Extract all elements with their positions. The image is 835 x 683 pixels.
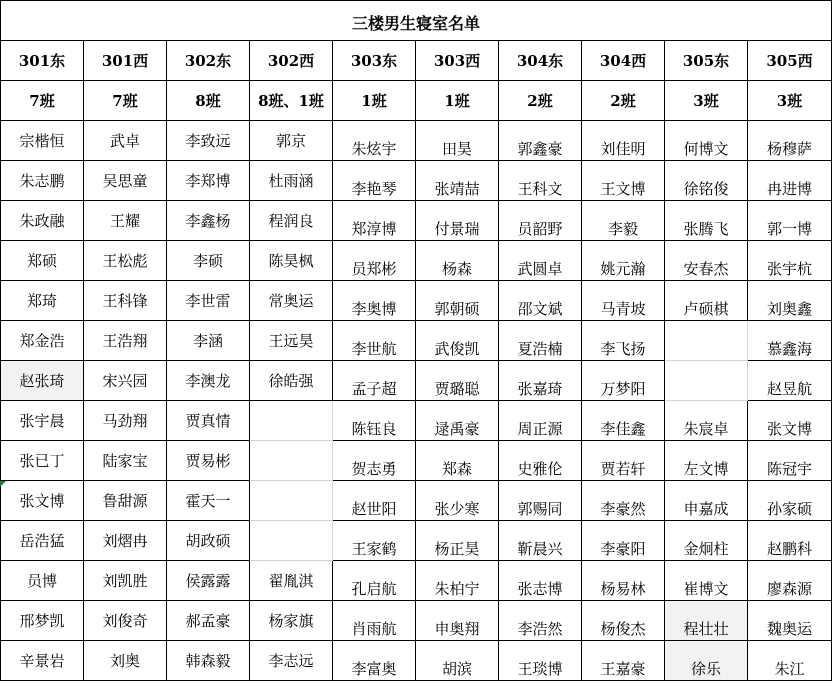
student-name-cell[interactable]: 慕鑫海 xyxy=(748,321,832,361)
student-name-cell[interactable]: 王远昊 xyxy=(250,321,333,361)
title-row xyxy=(1,1,832,41)
student-name-cell[interactable] xyxy=(250,441,333,481)
student-name-cell[interactable]: 郭京 xyxy=(250,121,333,161)
student-name-cell[interactable]: 张志博 xyxy=(499,561,582,601)
student-name-cell[interactable]: 胡滨 xyxy=(416,641,499,681)
student-name-cell[interactable]: 李致远 xyxy=(167,121,250,161)
student-name-cell[interactable]: 员郑彬 xyxy=(333,241,416,281)
class-cell[interactable]: 2班 xyxy=(582,81,665,121)
student-name-cell[interactable]: 刘俊奇 xyxy=(84,601,167,641)
student-name-cell[interactable]: 田昊 xyxy=(416,121,499,161)
student-name-cell[interactable]: 韩森毅 xyxy=(167,641,250,681)
room-cell[interactable]: 304东 xyxy=(499,41,582,81)
student-name-cell[interactable]: 陈钰良 xyxy=(333,401,416,441)
student-name-cell[interactable]: 赵鹏科 xyxy=(748,521,832,561)
student-name-cell[interactable]: 何博文 xyxy=(665,121,748,161)
student-name-cell[interactable]: 左文博 xyxy=(665,441,748,481)
class-cell[interactable]: 1班 xyxy=(416,81,499,121)
class-cell[interactable]: 2班 xyxy=(499,81,582,121)
student-name-cell[interactable]: 朱江 xyxy=(748,641,832,681)
student-name-cell[interactable]: 王琰博 xyxy=(499,641,582,681)
room-cell[interactable]: 301西 xyxy=(84,41,167,81)
student-name-cell[interactable]: 陈昊枫 xyxy=(250,241,333,281)
student-name-cell[interactable]: 贾璐聪 xyxy=(416,361,499,401)
student-name-cell[interactable]: 杨家旗 xyxy=(250,601,333,641)
student-name-cell[interactable]: 胡政硕 xyxy=(167,521,250,561)
room-cell[interactable]: 301东 xyxy=(1,41,84,81)
student-name-cell[interactable]: 李艳琴 xyxy=(333,161,416,201)
student-name-cell[interactable]: 朱炫宇 xyxy=(333,121,416,161)
student-name-cell[interactable]: 常奥运 xyxy=(250,281,333,321)
student-name-cell[interactable]: 孔启航 xyxy=(333,561,416,601)
student-name-cell[interactable]: 夏浩楠 xyxy=(499,321,582,361)
class-cell[interactable]: 3班 xyxy=(748,81,832,121)
student-name-cell[interactable]: 杜雨涵 xyxy=(250,161,333,201)
student-name-cell[interactable]: 员韶野 xyxy=(499,201,582,241)
table-row xyxy=(1,281,832,321)
student-name-cell[interactable]: 贾真情 xyxy=(167,401,250,441)
table-row xyxy=(1,161,832,201)
student-name-cell[interactable]: 朱志鹏 xyxy=(1,161,84,201)
student-name-cell[interactable]: 靳晨兴 xyxy=(499,521,582,561)
student-name-cell[interactable]: 张少寒 xyxy=(416,481,499,521)
student-name-cell[interactable]: 申奥翔 xyxy=(416,601,499,641)
student-name-cell[interactable]: 朱政融 xyxy=(1,201,84,241)
student-name-cell[interactable]: 李飞扬 xyxy=(582,321,665,361)
student-name-cell[interactable]: 孟子超 xyxy=(333,361,416,401)
student-name-cell[interactable]: 李豪阳 xyxy=(582,521,665,561)
student-name-cell[interactable]: 李佳鑫 xyxy=(582,401,665,441)
student-name-cell[interactable]: 郑琦 xyxy=(1,281,84,321)
table-row xyxy=(1,441,832,481)
student-name-cell[interactable]: 刘熠冉 xyxy=(84,521,167,561)
student-name-cell[interactable]: 李毅 xyxy=(582,201,665,241)
room-cell[interactable]: 305西 xyxy=(748,41,832,81)
student-name-cell[interactable]: 杨穆萨 xyxy=(748,121,832,161)
student-name-cell[interactable]: 陆家宝 xyxy=(84,441,167,481)
student-name-cell[interactable]: 徐皓强 xyxy=(250,361,333,401)
student-name-cell[interactable]: 李世雷 xyxy=(167,281,250,321)
student-name-cell[interactable]: 冉进博 xyxy=(748,161,832,201)
student-name-cell[interactable]: 徐铭俊 xyxy=(665,161,748,201)
student-name-cell[interactable]: 程润良 xyxy=(250,201,333,241)
student-name-cell[interactable]: 贾若轩 xyxy=(582,441,665,481)
student-name-cell[interactable]: 霍天一 xyxy=(167,481,250,521)
student-name-cell[interactable]: 徐乐 xyxy=(665,641,748,681)
student-name-cell[interactable]: 邢梦凯 xyxy=(1,601,84,641)
student-name-cell[interactable]: 程壮壮 xyxy=(665,601,748,641)
student-name-cell[interactable]: 李奥博 xyxy=(333,281,416,321)
student-name-cell[interactable]: 郝孟豪 xyxy=(167,601,250,641)
room-cell[interactable]: 305东 xyxy=(665,41,748,81)
roster-title[interactable]: 三楼男生寝室名单 xyxy=(1,1,832,41)
table-row xyxy=(1,121,832,161)
student-name-cell[interactable]: 宗楷恒 xyxy=(1,121,84,161)
student-name-cell[interactable]: 郭赐同 xyxy=(499,481,582,521)
student-name-cell[interactable]: 安春杰 xyxy=(665,241,748,281)
student-name-cell[interactable]: 张已丁 xyxy=(1,441,84,481)
student-name-cell[interactable]: 郑淳博 xyxy=(333,201,416,241)
student-name-cell[interactable]: 郭鑫豪 xyxy=(499,121,582,161)
student-name-cell[interactable]: 王松彪 xyxy=(84,241,167,281)
student-name-cell[interactable]: 武卓 xyxy=(84,121,167,161)
student-name-cell[interactable]: 李澳龙 xyxy=(167,361,250,401)
student-name-cell[interactable]: 王耀 xyxy=(84,201,167,241)
room-cell[interactable]: 304西 xyxy=(582,41,665,81)
student-name-cell[interactable] xyxy=(250,401,333,441)
student-name-cell[interactable]: 王文博 xyxy=(582,161,665,201)
cell-comment-marker-icon xyxy=(0,481,6,487)
student-name-cell[interactable]: 翟胤淇 xyxy=(250,561,333,601)
table-row xyxy=(1,321,832,361)
student-name-cell[interactable]: 史雅伦 xyxy=(499,441,582,481)
class-cell[interactable]: 3班 xyxy=(665,81,748,121)
student-name-cell[interactable]: 张文博 xyxy=(1,481,84,521)
student-name-cell[interactable]: 朱宸卓 xyxy=(665,401,748,441)
student-name-cell[interactable]: 周正源 xyxy=(499,401,582,441)
student-name-cell[interactable]: 郭朝硕 xyxy=(416,281,499,321)
student-name-cell[interactable]: 李志远 xyxy=(250,641,333,681)
room-cell[interactable]: 302西 xyxy=(250,41,333,81)
student-name-cell[interactable]: 贾易彬 xyxy=(167,441,250,481)
student-name-cell[interactable]: 武俊凯 xyxy=(416,321,499,361)
table-row xyxy=(1,561,832,601)
student-name-cell[interactable] xyxy=(250,521,333,561)
student-name-cell[interactable]: 郑硕 xyxy=(1,241,84,281)
room-cell[interactable]: 303西 xyxy=(416,41,499,81)
student-name-cell[interactable]: 李世航 xyxy=(333,321,416,361)
student-name-cell[interactable]: 廖森源 xyxy=(748,561,832,601)
class-cell[interactable]: 7班 xyxy=(84,81,167,121)
student-name-cell[interactable]: 万梦阳 xyxy=(582,361,665,401)
student-name-cell[interactable]: 武圆卓 xyxy=(499,241,582,281)
student-name-cell[interactable]: 王家鹤 xyxy=(333,521,416,561)
student-name-cell[interactable]: 侯露露 xyxy=(167,561,250,601)
student-name-cell[interactable]: 肖雨航 xyxy=(333,601,416,641)
student-name-cell[interactable]: 李浩然 xyxy=(499,601,582,641)
student-name-cell[interactable]: 王科锋 xyxy=(84,281,167,321)
student-name-cell[interactable]: 马青坡 xyxy=(582,281,665,321)
student-name-cell[interactable]: 杨易林 xyxy=(582,561,665,601)
student-name-cell[interactable]: 孙家硕 xyxy=(748,481,832,521)
student-name-cell[interactable]: 逯禹豪 xyxy=(416,401,499,441)
student-name-cell[interactable]: 张宇杭 xyxy=(748,241,832,281)
student-name-cell[interactable] xyxy=(665,321,748,361)
student-name-cell[interactable]: 杨森 xyxy=(416,241,499,281)
student-name-cell[interactable]: 申嘉成 xyxy=(665,481,748,521)
student-name-cell[interactable]: 陈冠宇 xyxy=(748,441,832,481)
student-name-cell[interactable]: 张腾飞 xyxy=(665,201,748,241)
student-name-cell[interactable]: 卢硕棋 xyxy=(665,281,748,321)
student-name-cell[interactable]: 鲁甜源 xyxy=(84,481,167,521)
room-cell[interactable]: 303东 xyxy=(333,41,416,81)
student-name-cell[interactable]: 姚元瀚 xyxy=(582,241,665,281)
table-row xyxy=(1,521,832,561)
student-name-cell[interactable]: 李鑫杨 xyxy=(167,201,250,241)
class-cell[interactable]: 8班 xyxy=(167,81,250,121)
student-name-cell[interactable] xyxy=(665,361,748,401)
student-name-cell[interactable]: 贺志勇 xyxy=(333,441,416,481)
student-name-cell[interactable]: 张嘉琦 xyxy=(499,361,582,401)
room-cell[interactable]: 302东 xyxy=(167,41,250,81)
student-name-cell[interactable]: 李郑博 xyxy=(167,161,250,201)
student-name-cell[interactable]: 刘奥 xyxy=(84,641,167,681)
student-name-cell[interactable]: 王科文 xyxy=(499,161,582,201)
student-name-cell[interactable]: 付景瑞 xyxy=(416,201,499,241)
student-name-cell[interactable]: 刘奥鑫 xyxy=(748,281,832,321)
class-cell[interactable]: 7班 xyxy=(1,81,84,121)
student-name-cell[interactable]: 郑森 xyxy=(416,441,499,481)
student-name-cell[interactable]: 张靖喆 xyxy=(416,161,499,201)
student-name-cell[interactable]: 杨俊杰 xyxy=(582,601,665,641)
class-cell[interactable]: 8班、1班 xyxy=(250,81,333,121)
student-name-cell[interactable]: 郭一博 xyxy=(748,201,832,241)
table-row xyxy=(1,401,832,441)
student-name-cell[interactable]: 王浩翔 xyxy=(84,321,167,361)
student-name-cell[interactable]: 朱柏宁 xyxy=(416,561,499,601)
student-name-cell[interactable]: 杨正昊 xyxy=(416,521,499,561)
room-row xyxy=(1,41,832,81)
student-name-cell[interactable]: 赵昱航 xyxy=(748,361,832,401)
student-name-cell[interactable] xyxy=(250,481,333,521)
class-cell[interactable]: 1班 xyxy=(333,81,416,121)
table-row xyxy=(1,241,832,281)
student-name-cell[interactable]: 赵张琦 xyxy=(1,361,84,401)
student-name-cell[interactable]: 金炯柱 xyxy=(665,521,748,561)
student-name-cell[interactable]: 邵文斌 xyxy=(499,281,582,321)
student-name-cell[interactable]: 宋兴园 xyxy=(84,361,167,401)
table-row xyxy=(1,601,832,641)
student-name-cell[interactable]: 李富奥 xyxy=(333,641,416,681)
table-row xyxy=(1,481,832,521)
table-row xyxy=(1,641,832,681)
class-row xyxy=(1,81,832,121)
student-name-cell[interactable]: 李涵 xyxy=(167,321,250,361)
student-name-cell[interactable]: 刘凯胜 xyxy=(84,561,167,601)
student-name-cell[interactable]: 刘佳明 xyxy=(582,121,665,161)
student-name-cell[interactable]: 崔博文 xyxy=(665,561,748,601)
student-name-cell[interactable]: 郑金浩 xyxy=(1,321,84,361)
student-name-cell[interactable]: 李豪然 xyxy=(582,481,665,521)
table-row xyxy=(1,201,832,241)
student-name-cell[interactable]: 王嘉豪 xyxy=(582,641,665,681)
student-name-cell[interactable]: 岳浩猛 xyxy=(1,521,84,561)
student-name-cell[interactable]: 张宇晨 xyxy=(1,401,84,441)
student-name-cell[interactable]: 吴思童 xyxy=(84,161,167,201)
student-name-cell[interactable]: 张文博 xyxy=(748,401,832,441)
student-name-cell[interactable]: 员博 xyxy=(1,561,84,601)
table-row xyxy=(1,361,832,401)
student-name-cell[interactable]: 李硕 xyxy=(167,241,250,281)
student-name-cell[interactable]: 魏奥运 xyxy=(748,601,832,641)
student-name-cell[interactable]: 赵世阳 xyxy=(333,481,416,521)
student-name-cell[interactable]: 马劲翔 xyxy=(84,401,167,441)
student-name-cell[interactable]: 辛景岩 xyxy=(1,641,84,681)
